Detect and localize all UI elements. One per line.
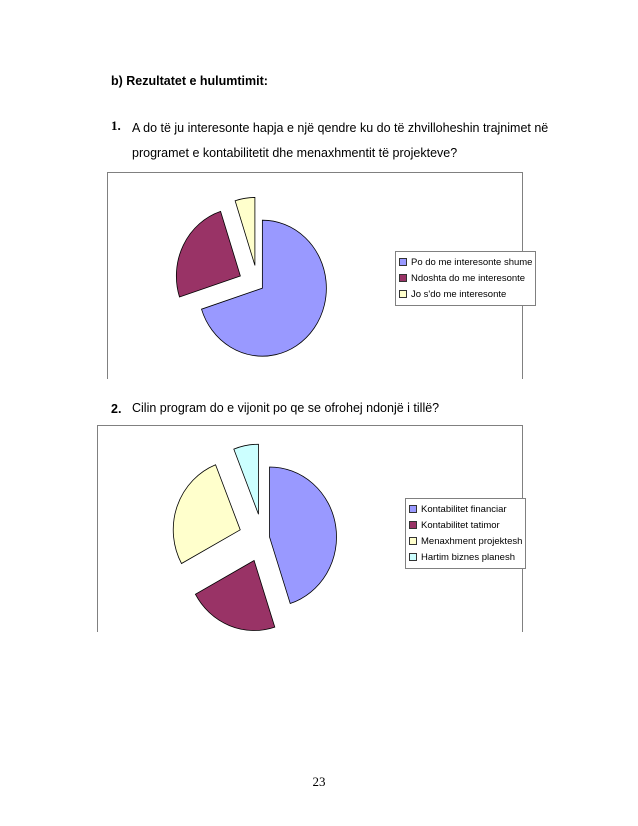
page-number: 23 <box>312 774 326 789</box>
chart-2-frame <box>97 425 523 632</box>
legend-item <box>399 270 532 286</box>
legend-label: Jo s'do me interesonte <box>411 288 507 300</box>
legend-label: Po do me interesonte shume <box>411 256 533 268</box>
pie-slice-3 <box>235 197 255 265</box>
legend-item <box>409 501 522 517</box>
legend-label: Ndoshta do me interesonte <box>411 272 526 284</box>
chart-1-frame <box>107 172 533 379</box>
legend-swatch <box>399 258 407 266</box>
pie-slice-2 <box>176 211 240 297</box>
chart-2-legend <box>405 498 526 569</box>
chart-1-legend <box>395 251 536 306</box>
legend-swatch <box>409 521 417 529</box>
question-1-number: 1. <box>111 118 121 133</box>
question-2-text: Cilin program do e vijonit po qe se ofrohej ndonjë i tillë? <box>132 401 440 415</box>
legend-item <box>409 549 522 565</box>
pie-slice-4 <box>234 444 259 514</box>
legend-item <box>399 254 532 270</box>
legend-label: Kontabilitet tatimor <box>421 519 500 531</box>
pie-slice-2 <box>195 561 274 631</box>
legend-item <box>409 533 522 549</box>
question-2-number: 2. <box>111 402 122 416</box>
legend-swatch <box>399 274 407 282</box>
legend-item <box>399 286 532 302</box>
pie-slice-1 <box>270 467 337 604</box>
legend-label: Kontabilitet financiar <box>421 503 507 515</box>
legend-swatch <box>409 537 417 545</box>
section-heading: b) Rezultatet e hulumtimit: <box>111 74 268 88</box>
legend-swatch <box>409 553 417 561</box>
legend-label: Hartim biznes planesh <box>421 551 515 563</box>
legend-label: Menaxhment projektesh <box>421 535 523 547</box>
question-1-text: A do të ju interesonte hapja e një qendre ku do të zhvilloheshin trajnimet në programet e kontabilitetit dhe menaxhmentit të projekteve? <box>132 121 549 160</box>
legend-swatch <box>409 505 417 513</box>
legend-swatch <box>399 290 407 298</box>
pie-slice-3 <box>173 465 240 564</box>
legend-item <box>409 517 522 533</box>
